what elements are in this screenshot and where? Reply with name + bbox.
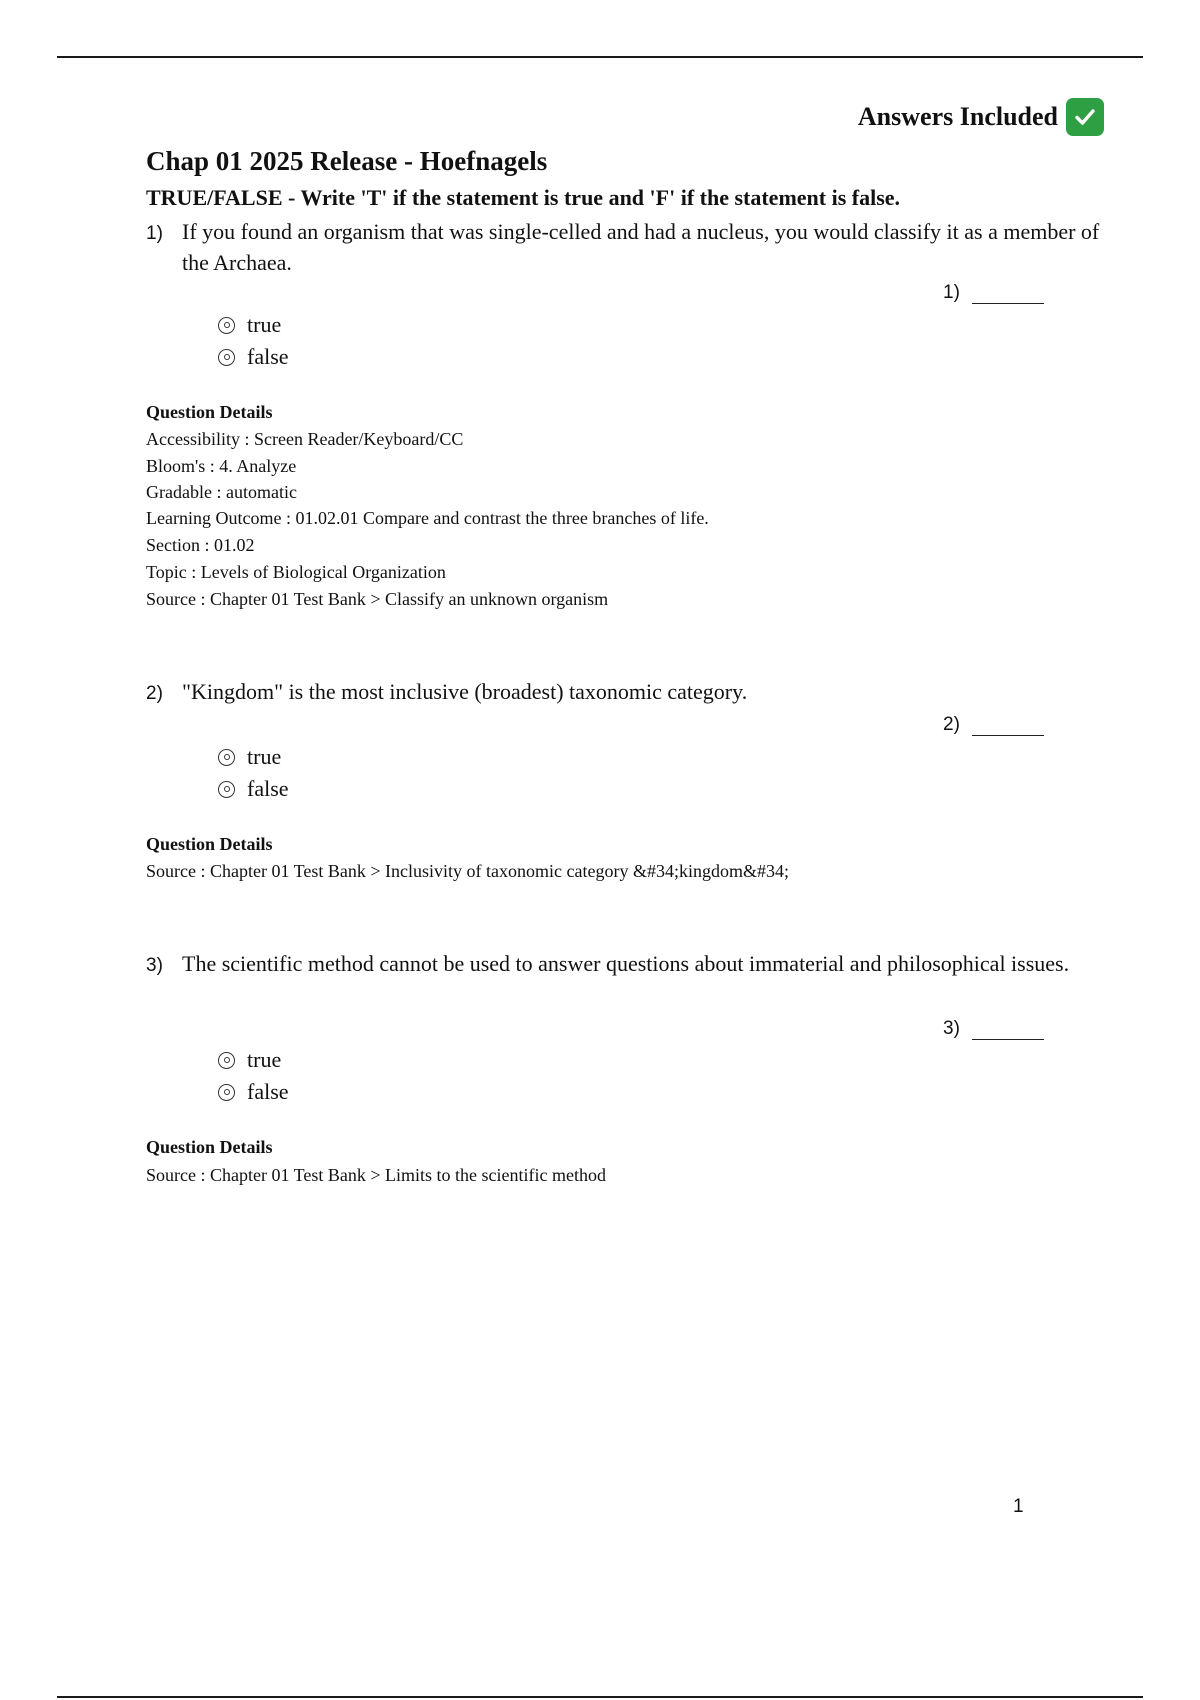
detail-line: Source : Chapter 01 Test Bank > Classify an unknown organism [146,589,609,609]
question-details-heading: Question Details [146,1137,273,1157]
radio-icon[interactable] [218,1052,235,1069]
radio-icon[interactable] [218,749,235,766]
radio-icon[interactable] [218,1084,235,1101]
answer-slot [943,1018,1044,1040]
question-number: 2) [146,683,163,704]
question-text: "Kingdom" is the most inclusive (broadest) taxonomic category. [182,679,748,704]
option-false[interactable] [218,776,289,802]
radio-icon[interactable] [218,781,235,798]
detail-line: Accessibility : Screen Reader/Keyboard/CC [146,429,464,449]
check-mark-icon [1066,98,1104,136]
question-details-heading: Question Details [146,834,273,854]
option-false[interactable] [218,1079,289,1105]
question-text: The scientific method cannot be used to answer questions about immaterial and philosophical issues. [182,951,1070,976]
top-rule [57,56,1143,58]
option-label: false [247,1079,289,1104]
bottom-rule [57,1696,1143,1698]
detail-line: Source : Chapter 01 Test Bank > Inclusivity of taxonomic category &#34;kingdom&#34; [146,861,789,881]
document-title: Chap 01 2025 Release - Hoefnagels [146,146,548,176]
answer-blank[interactable] [972,1019,1044,1040]
option-true[interactable] [218,1047,281,1073]
option-true[interactable] [218,744,281,770]
answer-slot [943,282,1044,304]
page-number: 1 [1013,1496,1024,1517]
option-label: true [247,744,282,769]
question-number: 3) [146,955,163,976]
detail-line: Section : 01.02 [146,535,255,555]
answers-included-label: Answers Included [857,102,1058,131]
answer-blank[interactable] [972,283,1044,304]
answer-slot [943,714,1044,736]
question-number: 1) [146,223,163,244]
question-details-heading: Question Details [146,402,273,422]
option-label: true [247,1047,282,1072]
option-label: false [247,776,289,801]
option-false[interactable] [218,344,289,370]
radio-icon[interactable] [218,317,235,334]
answer-number: 3) [943,1018,960,1039]
answer-blank[interactable] [972,715,1044,736]
answer-number: 2) [943,714,960,735]
question-text: If you found an organism that was single-celled and had a nucleus, you would classify it as a member of the Archaea. [182,219,1100,275]
detail-line: Bloom's : 4. Analyze [146,456,297,476]
detail-line: Learning Outcome : 01.02.01 Compare and contrast the three branches of life. [146,508,709,528]
option-label: false [247,344,289,369]
answer-number: 1) [943,282,960,303]
section-instruction: TRUE/FALSE - Write 'T' if the statement is true and 'F' if the statement is false. [146,185,901,210]
radio-icon[interactable] [218,349,235,366]
detail-line: Source : Chapter 01 Test Bank > Limits to the scientific method [146,1165,606,1185]
option-label: true [247,312,282,337]
detail-line: Topic : Levels of Biological Organization [146,562,446,582]
option-true[interactable] [218,312,281,338]
answers-included-banner [858,98,1104,136]
detail-line: Gradable : automatic [146,482,297,502]
